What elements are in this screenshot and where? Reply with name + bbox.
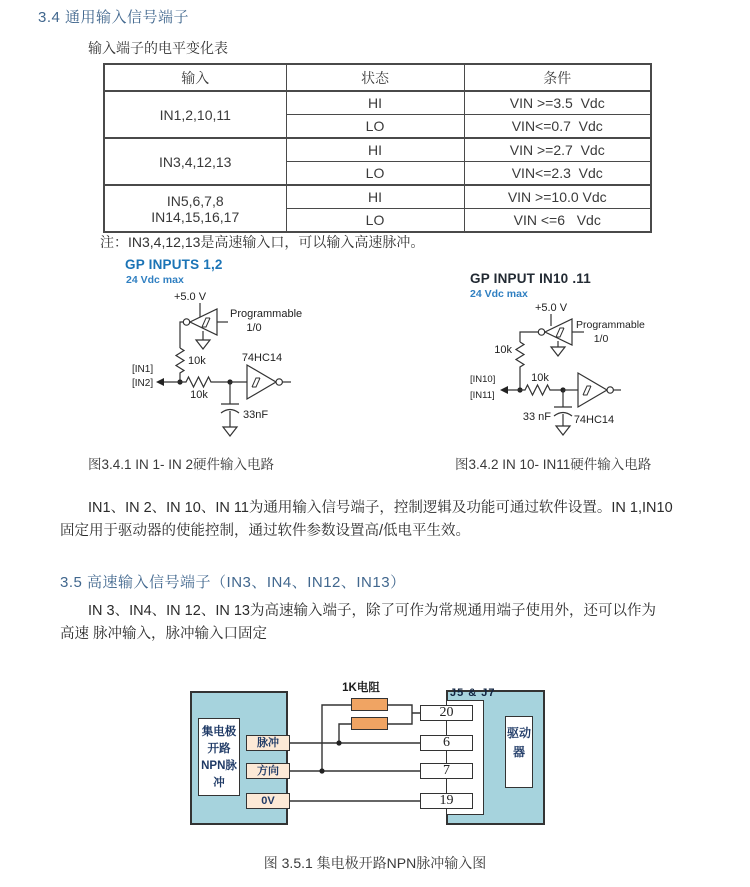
paragraph-line: IN 3、IN4、IN 12、IN 13为高速输入端子，除了可作为常规通用端子使用外，还可以作为 [88,603,656,619]
cap-value-label: 33 nF [522,411,551,423]
inverter-bubble [183,319,189,325]
in11-label: [IN11] [470,390,495,401]
table-row [104,138,651,162]
io-label: 1/0 [246,322,262,334]
series-resistor [180,377,230,387]
signal-direction-box: 方向 [246,763,290,779]
figure341-caption: 图3.4.1 IN 1- IN 2硬件输入电路 [88,457,275,472]
terminal-19: 19 [420,793,473,809]
signal-pulse-box: 脉冲 [246,735,290,751]
condition-cell: VIN<=0.7 Vdc [464,115,651,139]
ground-icon [223,427,237,436]
arrow-left-icon [156,378,164,386]
circuit-in10-in11 [455,298,690,448]
series-resistor [520,385,563,395]
pullup-resistor-bottom [351,717,388,730]
npn-pulse-diagram [185,676,550,831]
condition-cell: VIN >=2.7 Vdc [464,138,651,162]
node-dot [319,768,324,773]
terminal-20: 20 [420,705,473,721]
schmitt-inverter-triangle [578,373,607,407]
hysteresis-icon [556,328,564,337]
section-3-4-title: 3.4 通用输入信号端子 [38,9,190,26]
series-value-label: 10k [531,372,549,384]
input-cell: IN5,6,7,8 IN14,15,16,17 [104,185,286,232]
pullup-wire [520,332,538,342]
ground-icon [556,426,570,435]
col-header-input: 输入 [104,64,286,91]
ground-icon [551,347,565,356]
terminal-7: 7 [420,763,473,779]
pullup-wire [180,322,183,348]
table-intro-text: 输入端子的电平变化表 [88,40,228,56]
hysteresis-icon [202,318,210,327]
in10-label: [IN10] [470,374,496,385]
ground-icon [196,340,210,349]
inverter-bubble [276,379,282,385]
figure342-title: GP INPUT IN10 .11 [470,271,591,286]
col-header-state: 状态 [286,64,464,91]
state-cell: LO [286,209,464,233]
figure342-subtitle: 24 Vdc max [470,288,528,300]
pullup-value-label: 10k [494,344,512,356]
section-3-5-title: 3.5 高速输入信号端子（IN3、IN4、IN12、IN13） [60,574,406,591]
hysteresis-icon [583,386,591,395]
pullup-resistor [176,348,184,382]
pullup-value-label: 10k [188,355,206,367]
resistor-1k-label: 1K电阻 [342,682,380,694]
connector-label: J5 & J7 [450,687,496,699]
figure341-subtitle: 24 Vdc max [126,274,184,286]
col-header-condition: 条件 [464,64,651,91]
table-row [104,185,651,209]
condition-cell: VIN >=10.0 Vdc [464,185,651,209]
direction-pullup-wire [322,705,351,771]
state-cell: HI [286,138,464,162]
io-label: 1/0 [593,333,609,345]
figure351-caption: 图 3.5.1 集电极开路NPN脉冲输入图 [263,855,487,871]
in1-label: [IN1] [132,364,154,375]
ic-label: 74HC14 [573,414,615,426]
inverter-bubble [607,387,613,393]
paragraph-general-inputs [60,497,700,543]
ic-label: 74HC14 [241,352,283,364]
pullup-resistor-top [351,698,388,711]
pulse-pullup-wire [339,724,351,743]
level-table [103,63,652,233]
programmable-label: Programmable [576,319,645,331]
terminal-6: 6 [420,735,473,751]
arrow-left-icon [500,386,508,394]
series-value-label: 10k [190,389,208,401]
paragraph-line: 固定用于驱动器的使能控制，通过软件参数设置高/低电平生效。 [60,523,471,539]
state-cell: HI [286,185,464,209]
figure342-caption: 图3.4.2 IN 10- IN11硬件输入电路 [455,457,652,472]
input-cell: IN1,2,10,11 [104,91,286,138]
v5-label: +5.0 V [173,291,207,303]
figure341-title: GP INPUTS 1,2 [125,257,223,272]
state-cell: HI [286,91,464,115]
in2-label: [IN2] [132,378,154,389]
source-label-box: 集电极开路NPN脉冲 [198,718,240,796]
condition-cell: VIN<=2.3 Vdc [464,162,651,186]
paragraph-line: IN1、IN 2、IN 10、IN 11为通用输入信号端子，控制逻辑及功能可通过软件设置。IN 1,IN10 [88,500,673,516]
condition-cell: VIN >=3.5 Vdc [464,91,651,115]
paragraph-highspeed-inputs [60,600,700,646]
cap-value-label: 33nF [243,409,269,421]
circuit1-wires [156,303,291,436]
state-cell: LO [286,115,464,139]
paragraph-line: 高速 脉冲输入，脉冲输入口固定 [60,626,268,642]
schmitt-inverter-triangle [247,365,276,399]
v5-label: +5.0 V [534,302,568,314]
state-cell: LO [286,162,464,186]
resistor-join-wire [388,705,420,724]
programmable-label: Programmable [230,308,303,320]
driver-label-box: 驱动器 [505,716,533,788]
circuit-in1-in2 [115,288,305,448]
table-note: 注：IN3,4,12,13是高速输入口，可以输入高速脉冲。 [100,234,425,250]
signal-0v-box: 0V [246,793,290,809]
inverter-bubble [538,329,544,335]
pullup-resistor [516,342,524,390]
hysteresis-icon [252,378,260,387]
input-cell: IN3,4,12,13 [104,138,286,185]
condition-cell: VIN <=6 Vdc [464,209,651,233]
table-row [104,91,651,115]
node-dot [336,740,341,745]
